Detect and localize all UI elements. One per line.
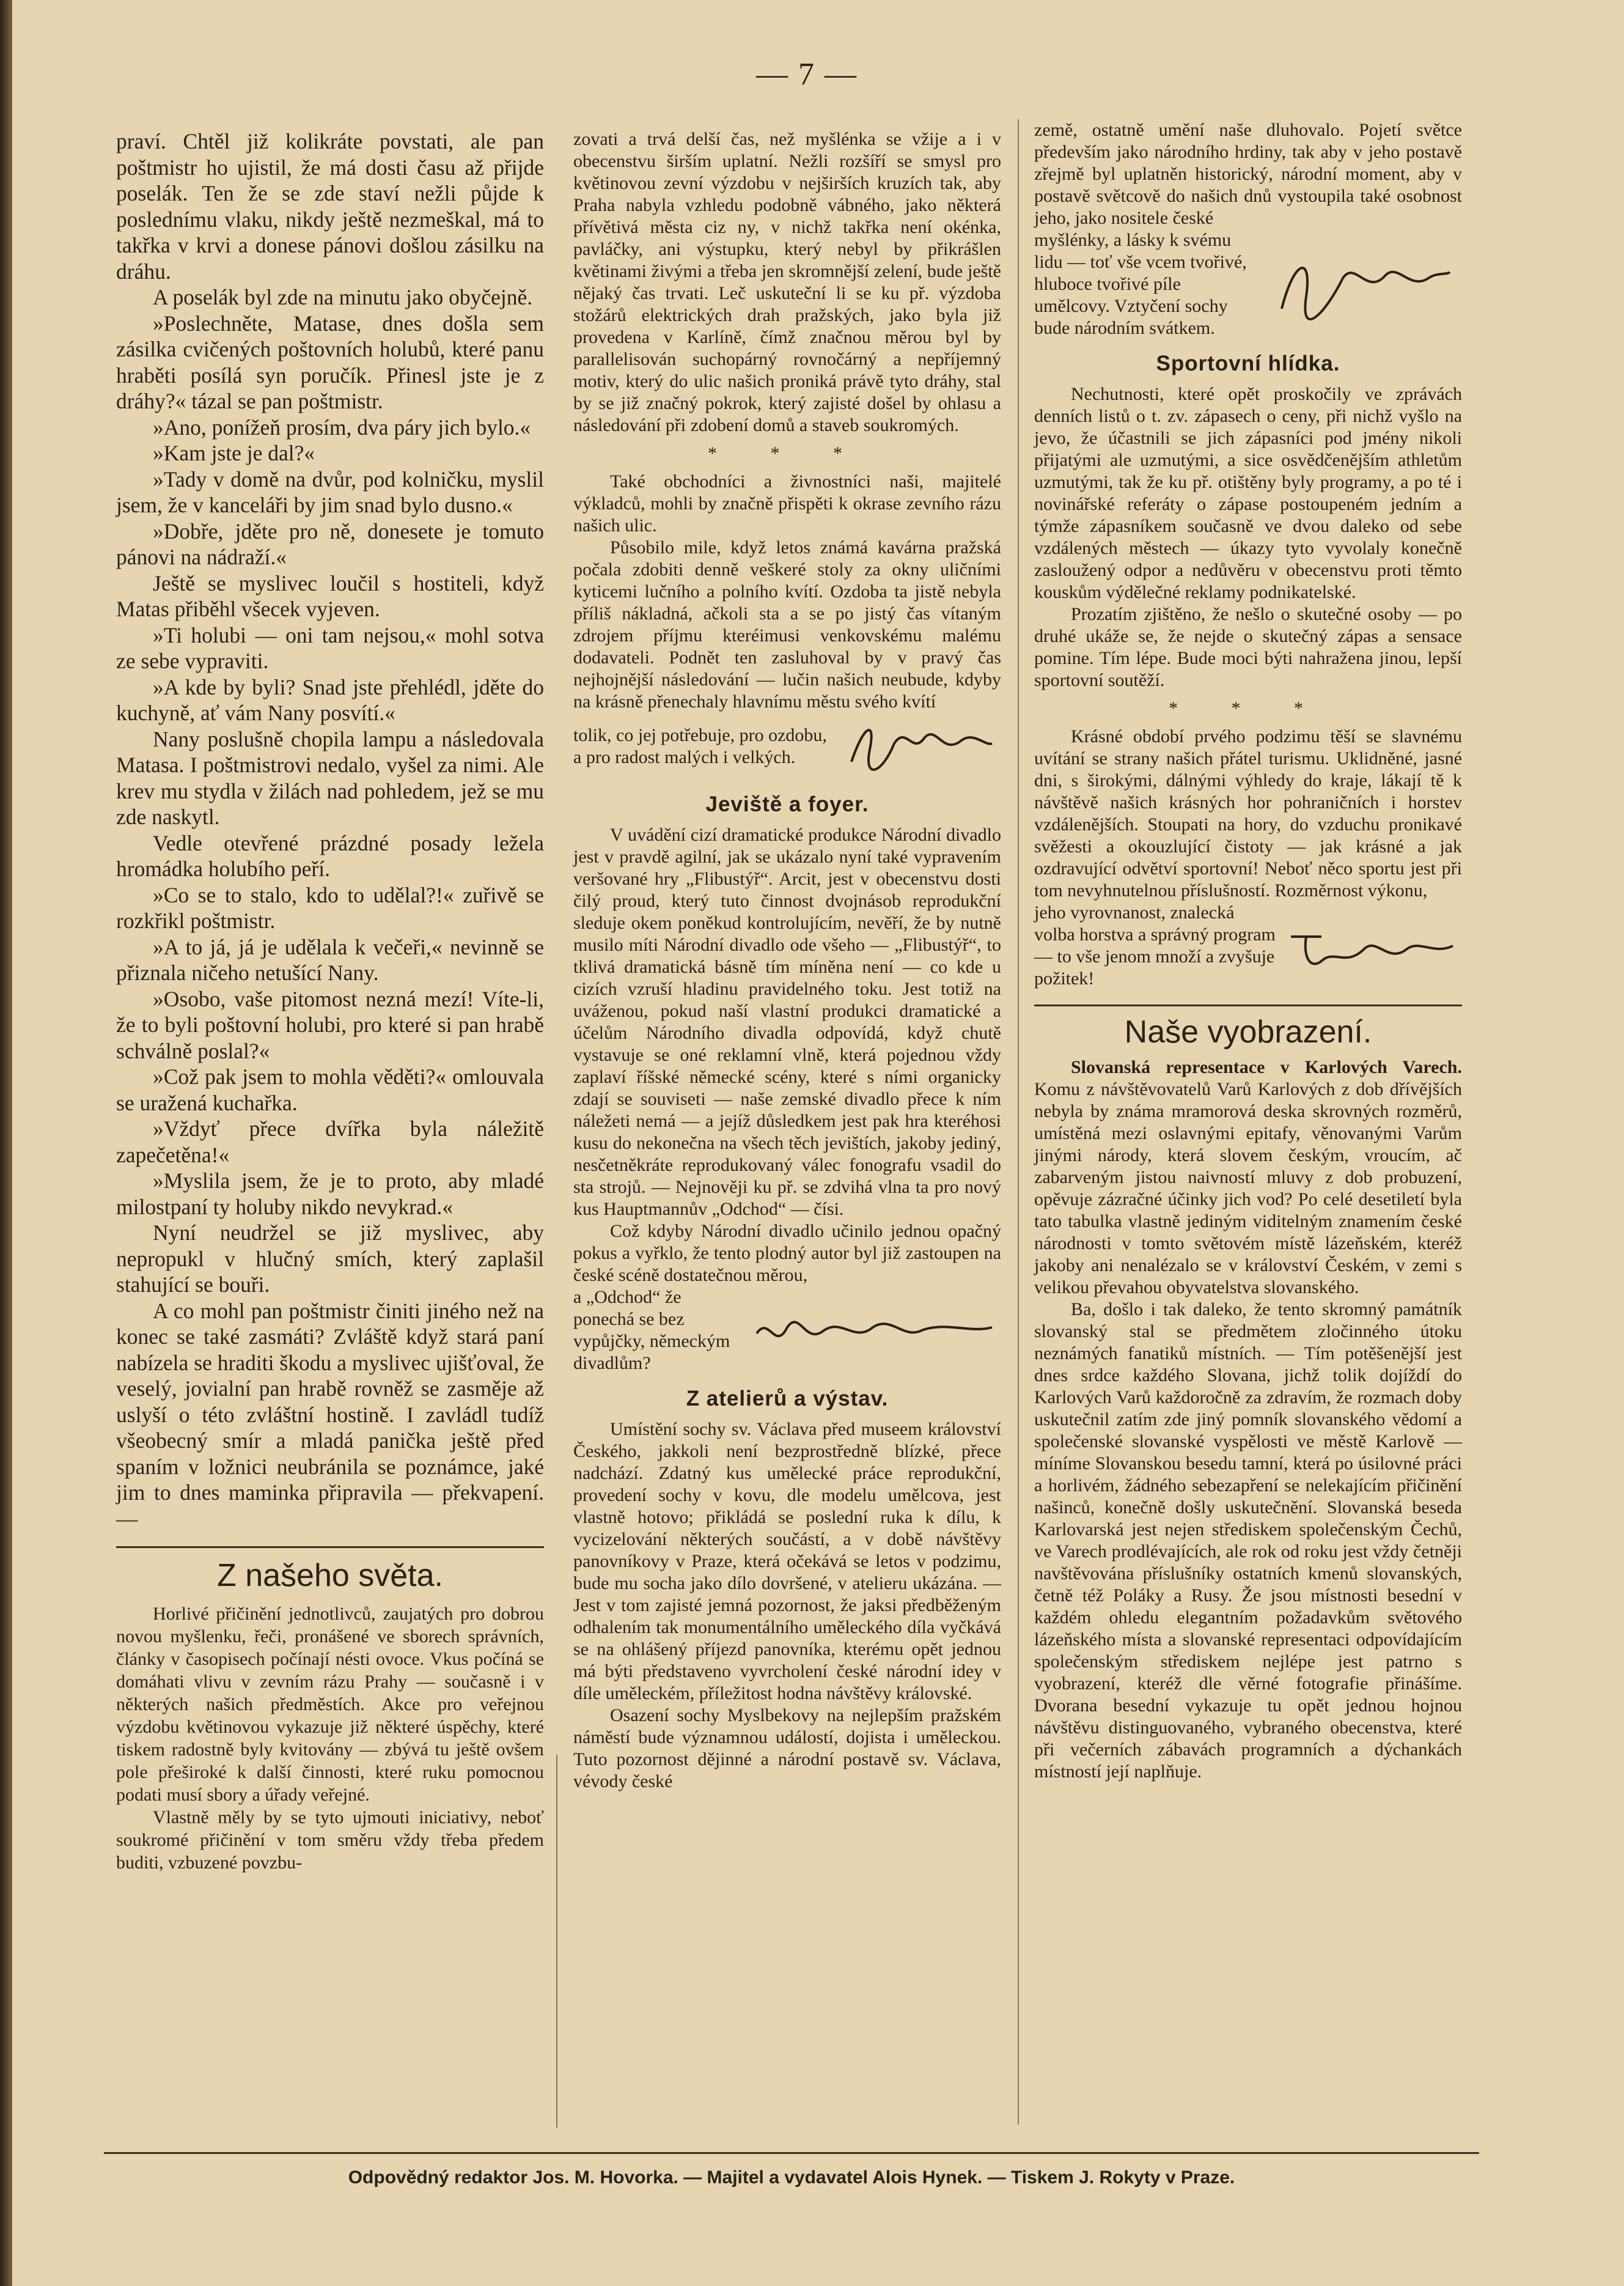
- paragraph: Což kdyby Národní divadlo učinilo jednou opačný pokus a vyřklo, že tento plodný autor byl již zastoupen na české scéně dostatečnou měrou,: [573, 1221, 1001, 1285]
- signature-block: [1034, 902, 1462, 990]
- paragraph: Také obchodníci a živnostníci naši, majitelé výkladců, mohli by značně přispěti k okrase zevního rázu našich ulic.: [573, 471, 1001, 536]
- column-3: [1034, 119, 1462, 1783]
- section-title: Naše vyobrazení.: [1124, 1014, 1372, 1050]
- paragraph: »Kam jste je dal?«: [153, 441, 315, 465]
- paragraph: [1034, 1056, 1462, 1299]
- paragraph: zovati a trvá delší čas, než myšlénka se vžije a i v obecenstvu širším uplatní. Nežli rozšíří se smysl pro květinovou zevní výzdobu v nejširších kruzích tak, aby Praha nabyla vzhledu podobně vábného, jako některá přívětivá města ciz ny, v nichž takřka není okénka, pavláčky, ani výstupku, který nebyl by přikrášlen květinami živými a třeba jen skromnější zelení, bude ještě nějaký čas trvati. Leč uskuteční li se ku př. výzdoba stožárů elektrických drah pražských, jako byla již provedena v Karlíně, čímž značnou měrou byl by parallelisován suchopárný rovnočárný a nepříjemný motiv, který do ulic našich proniká právě tyto dráhy, stal by se již značný pokrok, který zajisté došel by ohlasu a následování při zdobení domů a staveb soukromých.: [573, 129, 1001, 435]
- picture-heading: Slovanská representace v Karlových Varech.: [1071, 1057, 1462, 1077]
- paragraph: »Ti holubi — oni tam nejsou,« mohl sotva ze sebe vypraviti.: [116, 622, 544, 673]
- paragraph: Vedle otevřené prázdné posady ležela hromádka holubího peří.: [116, 830, 544, 881]
- imprint-footer: Odpovědný redaktor Jos. M. Hovorka. — Majitel a vydavatel Alois Hynek. — Tiskem J. Rokyty v Praze.: [348, 2167, 1235, 2188]
- signature-lead-text: tolik, co jej potřebuje, pro ozdobu, a pro radost malých i velkých.: [573, 725, 827, 767]
- paragraph: »Tady v domě na dvůr, pod kolničku, myslil jsem, že v kanceláři by jim snad bylo dusno.«: [116, 466, 544, 517]
- paragraph: Ba, došlo i tak daleko, že tento skromný památník slovanský stal se předmětem zločinného útoku neznámých fanatiků místních. — Tím potěšenější jest dnes srdce každého Slovana, jichž tolik dojíždí do Karlových Varů každoročně za zdravím, že rozmach doby uskutečnil zatím zde jiný pomník slovanského vědomí a společenské slovanské vyspělosti ve městě Karlově — míníme Slovanskou besedu tamní, která po úsilovné práci a horlivém, žádného sebezapření se nelekajícím přičinění našinců, konečně došly uskutečnění. Slovanská beseda Karlovarská jest nejen střediskem společenským Čechů, ve Varech prodlévajících, ale rok od roku jest vždy četněji navštěvována příslušníky ostatních kmenů slovanských, četně též Poláky a Rusy. Že jsou místnosti besední v každém ohledu elegantním požadavkům světového lázeňského místa a slovanské representaci odpovídajícím společenským střediskem nejlépe jest patrno s vyobrazení, kteréž dle věrné fotografie přinášíme. Dvorana besední vykazuje tu opět jednou hojnou návštěvu distinguovaného, vybraného obecenstva, které při večerních zábavách programních a dýchankách místností její naplňuje.: [1034, 1299, 1462, 1782]
- signature-block: [1034, 229, 1462, 339]
- column-divider: [1018, 119, 1019, 2125]
- paragraph: Nany poslušně chopila lampu a následovala Matasa. I poštmistrovi nedalo, vyšel za nimi. Ale krev mu stydla v žilách nad pohledem, jež se mu zde naskytl.: [116, 726, 544, 829]
- paragraph: »Ano, ponížeň prosím, dva páry jich bylo.«: [153, 415, 531, 440]
- page-number: — 7 —: [756, 57, 858, 92]
- paragraph: Prozatím zjištěno, že nešlo o skutečné osoby — po druhé ukáže se, že nejde o skutečný zápas a sensace pomine. Tím lépe. Bude moci býti nahražena jinou, lepší sportovní soutěží.: [1034, 604, 1462, 690]
- paragraph: »Dobře, jděte pro ně, donesete je tomuto pánovi na nádraží.«: [116, 518, 544, 569]
- paragraph: »Vždyť přece dvířka byla náležitě zapečetěna!«: [116, 1116, 544, 1167]
- paragraph: Ještě se myslivec loučil s hostiteli, když Matas přiběhl všecek vyjeven.: [116, 570, 544, 621]
- paragraph: Osazení sochy Myslbekovy na nejlepším pražském náměstí bude významnou událostí, dojista i uměleckou. Tuto pozornost dějinné a národní postavě sv. Václava, vévody české: [573, 1705, 1001, 1791]
- paragraph: »Poslechněte, Matase, dnes došla sem zásilka cvičených poštovních holubů, které panu hraběti posílá syn poručík. Přinesl jste je z dráhy?« tázal se pan poštmistr.: [116, 311, 544, 413]
- paragraph: Umístění sochy sv. Václava před museem království Českého, jakkoli není bezprostředně blízké, přece nadchází. Zdatný kus umělecké práce reprodukční, provedení sochy v kovu, dle modelu umělcova, jest vlastně hotovo; přikládá se poslední ruka k dílu, k vycizelování některých součástí, a v době návštěvy panovníkovy v Praze, která očekává se letos v podzimu, bude mu socha jako dílo dovršené, v atelieru ukázána. — Jest v tom zajisté jemná pozornost, že jaksi předběženým odhalením tak monumentálního uměleckého díla vyčkává se na ohlášený příjezd panovníka, kterému opět jednou má býti představeno vyvrcholení české národní idey v díle uměleckém, příležitost hodna návštěvy královské.: [573, 1419, 1001, 1703]
- handwritten-signature-icon: [744, 1297, 1001, 1364]
- separator-stars: * * *: [1169, 698, 1328, 718]
- column-2: [573, 128, 1001, 1793]
- signature-block: [573, 713, 1001, 780]
- paragraph: Krásné období prvého podzimu těší se slavnému uvítání se strany našich přátel turismu. Uklidněné, jasné dni, s širokými, dálnými výhledy do kraje, lákají tě k návštěvě našich krásných hor pohraničních i horstev vzdálenějších. Stoupati na hory, do vzduchu pronikavé svěžesti a okouzlující čistoty — jak krásné a jak ozdravující odvětví sportovní! Neboť něco sportu jest při tom nevyhnutelnou příslušností. Rozměrnost výkonu,: [1034, 726, 1462, 901]
- paragraph: Nechutnosti, které opět proskočily ve zprávách denních listů o t. zv. zápasech o ceny, při nichž vyšlo na jevo, že účastnili se jich zápasníci pod jmény nikoli přijatými ale uzmutými, a sice osvědčenějším athletům uzmutými, tak že ku př. otištěny byly programy, a po té i novinářské referáty o zápase postoupeném jedním a týmže zápasníkem současně ve dvou daleko od sebe vzdálených městech — úkazy tyto vyvolaly konečně zasloužený odpor a nedůvěru v obecenstvu proti těmto kouskům výdělečné reklamy podnikatelské.: [1034, 384, 1462, 602]
- footer-rule: [104, 2152, 1479, 2154]
- section-title: Z našeho světa.: [217, 1558, 443, 1593]
- signature-block: [573, 1286, 1001, 1374]
- paragraph: Vlastně měly by se tyto ujmouti iniciativy, neboť soukromé přičinění v tom směru vždy třeba předem buditi, vzbuzené povzbu-: [116, 1807, 544, 1873]
- paragraph: A poselák byl zde na minutu jako obyčejně.: [153, 285, 533, 309]
- column-divider: [556, 1755, 557, 2128]
- paragraph: Horlivé přičinění jednotlivců, zaujatých pro dobrou novou myšlenku, řeči, pronášené ve sborech správních, články v časopisech počínají nésti ovoce. Vkus počíná se domáhati vlivu v zevním rázu Prahy — současně i v některých našich předměstích. Akce pro veřejnou výzdobu květinovou vykazuje již některé úspěchy, které tiskem radostně byly kvitovány — zbývá tu ještě ovšem pole přeširoké k další činnosti, které ruku pomocnou podati musí sbory a úřady veřejné.: [116, 1603, 544, 1805]
- paragraph: »Co se to stalo, kdo to udělal?!« zuřivě se rozkřikl poštmistr.: [116, 882, 544, 933]
- section-divider: [1034, 1005, 1462, 1006]
- paragraph: Nyní neudržel se již myslivec, aby nepropukl v hlučný smích, který zaplašil stahující se bouři.: [116, 1220, 544, 1297]
- signature-lead-text: myšlénky, a lásky k svému lidu — toť vše vcem tvořivé, hluboce tvořivé píle umělcovy. Vztyčení sochy bude národním svátkem.: [1034, 230, 1247, 338]
- section-body: [116, 1602, 544, 1874]
- handwritten-signature-icon: [1260, 242, 1462, 327]
- column-1: [116, 128, 544, 1874]
- paragraph: V uvádění cizí dramatické produkce Národní divadlo jest v pravdě agilní, jak se ukázalo nyní také vypravením veršované hry „Flibustýř“. Arcit, jest v obecenstvu dosti čilý proud, který tuto činnost dvojnásob reprodukční sleduje okem poněkud kontrolujícím, nevěří, že by nutně musilo míti Národní divadlo ode všeho — „Flibustýř“, to tklivá dramatická básně tím míněna není — co kde u cizích vzruší hladinu pravidelného toku. Jest totiž na uváženou, pokud naší vlastní produkci dramatické a účelům Národního divadla odpovídá, když chutě vystavuje se oné reklamní vlně, která pojednou vždy zaplaví říšské německé scény, které s ními organicky zdají se souviseti — naše zemské divadlo přece k ním náležeti nemá — a jejíž důsledkem jest pak hra kteréhosi kusu do nekonečna na všech těch jevištích, jakoby jediný, nesčetněkráte reprodukovaný válec fonografu vsadil do sta strojů. — Nejnověji ku př. se zdvihá vlna ta pro nový kus Hauptmannův „Odchod“ — čísi.: [573, 825, 1001, 1219]
- paragraph: »A to já, já je udělala k večeři,« nevinně se přiznala ničeho netušící Nany.: [116, 934, 544, 985]
- story-continuation: [116, 128, 544, 1532]
- section-title: Jeviště a foyer.: [705, 792, 869, 816]
- newspaper-page: [12, 0, 1624, 2286]
- signature-lead-text: jeho vyrovnanost, znalecká volba horstva a správný program — to vše jenom množí a zvyšuje požitek!: [1034, 902, 1276, 989]
- section-divider: [116, 1546, 544, 1548]
- handwritten-signature-icon: [1279, 912, 1462, 979]
- paragraph: »Osobo, vaše pitomost nezná mezí! Víte-li, že to byli poštovní holubi, pro které si pan hrabě schválně poslal?«: [116, 986, 544, 1063]
- paragraph: »Což pak jsem to mohla věděti?« omlouvala se uražená kuchařka.: [116, 1064, 544, 1115]
- signature-lead-text: a „Odchod“ že ponechá se bez vypůjčky, německým divadlům?: [573, 1287, 730, 1373]
- paragraph: země, ostatně umění naše dluhovalo. Pojetí světce především jako národního hrdiny, tak aby v jeho postavě zřejmě byl uplatněn historický, národní moment, aby v postavě světcově do našich dnů vystoupila také osobnost jeho, jako nositele české: [1034, 120, 1462, 228]
- section-title: Sportovní hlídka.: [1156, 352, 1340, 375]
- paragraph: »A kde by byli? Snad jste přehlédl, jděte do kuchyně, ať vám Nany posvítí.«: [116, 674, 544, 725]
- paragraph: Působilo mile, když letos známá kavárna pražská počala zdobiti denně veškeré stoly za okny uličními kyticemi lučního a polního kvítí. Ozdoba ta jistě nebyla příliš nákladná, ačkoli sta a se po jistý čas vítaným zdrojem příjmu kteréimusi venkovskému malému dodavateli. Podnět ten zasluhoval by v pravý čas nejhojnější následování — lučin našich neubude, kdyby na krásně přenechaly hlavnímu městu svého kvítí: [573, 537, 1001, 712]
- handwritten-signature-icon: [836, 713, 1001, 780]
- paragraph: praví. Chtěl již kolikráte povstati, ale pan poštmistr ho ujistil, že má dosti času až přijde poselák. Ten že se zde staví nežli půjde k poslednímu vlaku, nikdy ještě nezmeškal, má to takřka v krvi a donese pánovi došlou zásilku na dráhu.: [116, 129, 544, 284]
- separator-stars: * * *: [708, 443, 867, 463]
- paragraph: A co mohl pan poštmistr činiti jiného než na konec se také zasmáti? Zvláště když stará paní nabízela se hraditi škodu a myslivec ujišťoval, že veselý, jovialní pan hrabě rovněž se zasměje až uslyší o této zvláštní hostině. I zavládl tudíž všeobecný smír a mladá panička ještě před spaním v ložnici neubránila se poznámce, jaké jim to dnes maminka připravila — překvapení. —: [116, 1298, 544, 1531]
- paragraph: »Myslila jsem, že je to proto, aby mladé milostpaní ty holuby nikdo nevykrad.«: [116, 1168, 544, 1219]
- paragraph-text: Komu z návštěvovatelů Varů Karlových z dob dřívějších nebyla by známa mramorová deska skrovných rozměrů, umístěná mezi oslavnými epitafy, věnovanými Varům jinými národy, která slovem českým, vroucím, ač zabarveným jistou naivností mluvy z dob probuzení, opěvuje zázračné účinky jich vod? Po celé desetiletí byla tato tabulka vlastně jediným viditelným znamením české národnosti v tomto světovém místě lázeňském, kteréž jakoby ani nenalézalo se v království Českém, v zemi s velikou převahou obyvatelstva slovanského.: [1034, 1079, 1462, 1297]
- section-title: Z atelierů a výstav.: [686, 1387, 889, 1410]
